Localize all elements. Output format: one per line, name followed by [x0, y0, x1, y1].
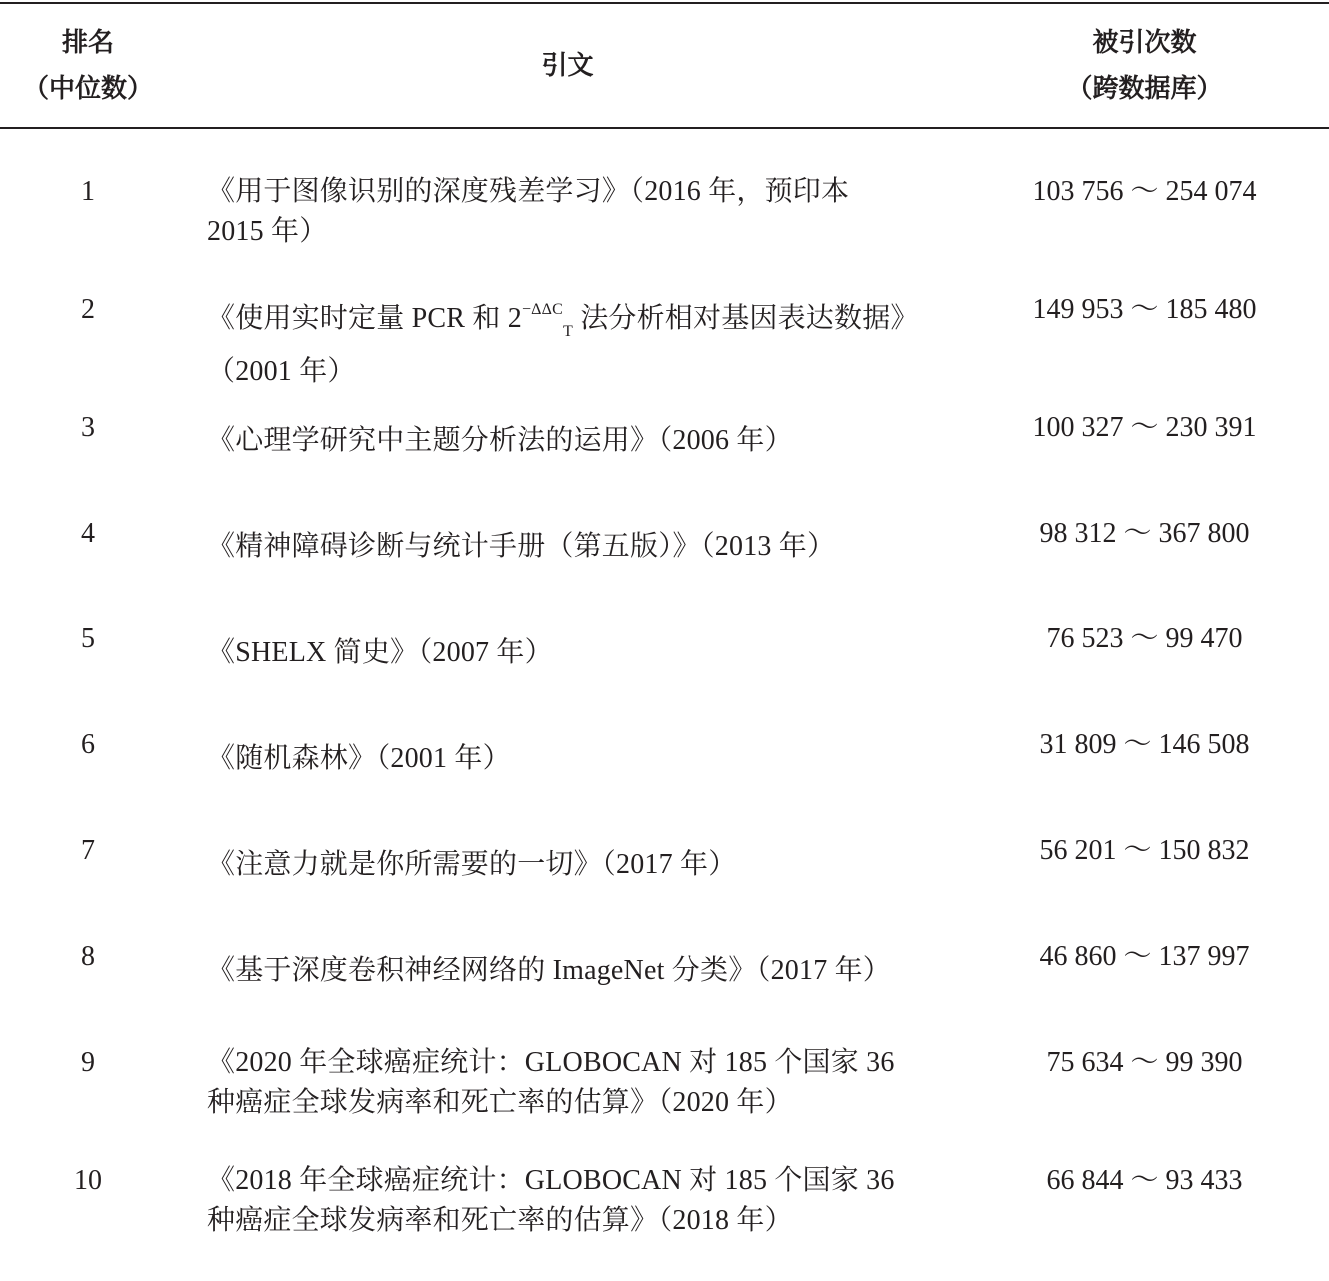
citation-line: 《用于图像识别的深度残差学习》（2016 年，预印本 [207, 176, 850, 207]
count-cell: 46 860 ～ 137 997 [1039, 941, 1250, 972]
citation-cell [207, 951, 937, 991]
citation-cell [207, 739, 937, 779]
citation-cell [207, 845, 937, 885]
count-cell: 66 844 ～ 93 433 [1046, 1165, 1243, 1196]
citation-line: 2015 年） [207, 216, 328, 247]
rank-cell: 4 [81, 518, 95, 549]
count-cell: 103 756 ～ 254 074 [1032, 176, 1257, 207]
rank-cell: 5 [81, 623, 95, 654]
header-count-subtitle: （跨数据库） [1066, 74, 1223, 104]
table-top-rule [0, 2, 1329, 4]
header-count [960, 20, 1329, 112]
citation-cell [207, 290, 937, 392]
citation-cell [207, 527, 937, 567]
rank-cell: 1 [81, 176, 95, 207]
header-rank [0, 20, 176, 112]
citation-line: 《精神障碍诊断与统计手册（第五版）》（2013 年） [207, 531, 836, 562]
rank-cell: 2 [81, 294, 95, 325]
rank-cell: 10 [74, 1165, 102, 1196]
header-rank-subtitle: （中位数） [22, 74, 153, 104]
citation-line: （2001 年） [207, 356, 356, 387]
citation-line: 种癌症全球发病率和死亡率的估算》（2020 年） [207, 1087, 793, 1118]
count-cell: 31 809 ～ 146 508 [1039, 729, 1250, 760]
citation-cell [207, 1161, 937, 1241]
rank-cell: 6 [81, 729, 95, 760]
rank-cell: 8 [81, 941, 95, 972]
citation-cell [207, 421, 937, 461]
table-header-rule [0, 127, 1329, 129]
citation-line: 《心理学研究中主题分析法的运用》（2006 年） [207, 425, 793, 456]
rank-cell: 7 [81, 835, 95, 866]
citation-line [207, 290, 937, 352]
count-cell: 56 201 ～ 150 832 [1039, 835, 1250, 866]
count-cell: 98 312 ～ 367 800 [1039, 518, 1250, 549]
citation-line: 《SHELX 简史》（2007 年） [207, 637, 553, 668]
citation-line: 种癌症全球发病率和死亡率的估算》（2018 年） [207, 1205, 793, 1236]
citation-line: 《随机森林》（2001 年） [207, 743, 511, 774]
header-citation: 引文 [541, 51, 594, 81]
header-rank-title: 排名 [61, 28, 114, 58]
citation-subscript: T [563, 323, 573, 340]
count-cell: 100 327 ～ 230 391 [1032, 412, 1257, 443]
citation-line: 《2020 年全球癌症统计：GLOBOCAN 对 185 个国家 36 [207, 1047, 895, 1078]
citation-text-pre: 《使用实时定量 PCR 和 2 [207, 303, 522, 334]
citation-text-post: 法分析相对基因表达数据》 [573, 303, 919, 334]
rank-cell: 3 [81, 412, 95, 443]
header-count-title: 被引次数 [1092, 28, 1197, 58]
rank-cell: 9 [81, 1047, 95, 1078]
citation-line: 《基于深度卷积神经网络的 ImageNet 分类》（2017 年） [207, 955, 891, 986]
citation-cell [207, 633, 937, 673]
citation-cell [207, 1043, 937, 1123]
count-cell: 76 523 ～ 99 470 [1046, 623, 1243, 654]
citation-line: 《2018 年全球癌症统计：GLOBOCAN 对 185 个国家 36 [207, 1165, 895, 1196]
count-cell: 149 953 ～ 185 480 [1032, 294, 1257, 325]
citation-line: 《注意力就是你所需要的一切》（2017 年） [207, 849, 737, 880]
citation-cell [207, 172, 937, 252]
citation-superscript: −ΔΔC [521, 301, 564, 318]
count-cell: 75 634 ～ 99 390 [1046, 1047, 1243, 1078]
